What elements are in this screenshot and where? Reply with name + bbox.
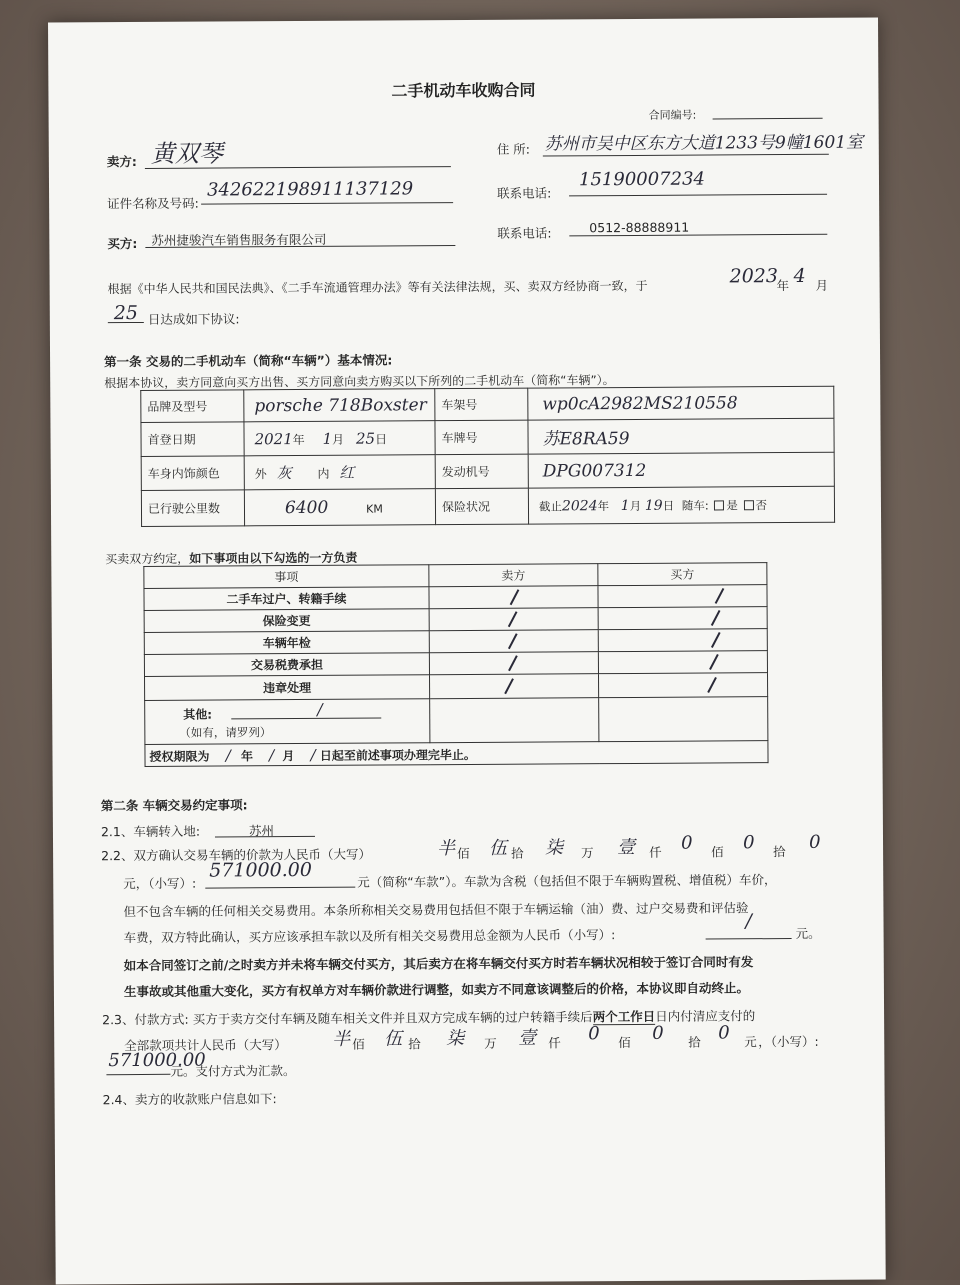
- upper-bai2-unit: 佰: [711, 844, 724, 860]
- preamble-month-unit: 月: [815, 277, 829, 293]
- ext-label: 外: [254, 467, 267, 482]
- resp-row-transfer: 二手车过户、转籍手续: [144, 587, 429, 611]
- contract-paper: [48, 17, 886, 1284]
- resp-row-inspection: 车辆年检: [144, 631, 429, 655]
- resp-intro-bold: 如下事项由以下勾选的一方负责: [189, 550, 358, 566]
- auth-row: [145, 741, 768, 767]
- seller-tick: [510, 589, 520, 605]
- vin-label: 车架号: [435, 388, 528, 421]
- s23-small-label: ，（小写）:: [758, 1033, 819, 1050]
- buyer-tick: [707, 677, 717, 693]
- buyer-tick-cell[interactable]: [598, 629, 767, 652]
- s23-line2: 全部款项共计人民币（大写）: [124, 1037, 287, 1054]
- ins-y-unit: 年: [597, 498, 610, 513]
- s23-wan-unit: 万: [484, 1035, 497, 1051]
- auth-month-value: /: [269, 745, 275, 764]
- bold-clause-1: 如本合同签订之前/之时卖方并未将车辆交付买方，其后卖方在将车辆交付买方时若车辆状况相较于签订合同时有发: [123, 954, 754, 974]
- id-label: 证件名称及号码:: [107, 195, 199, 212]
- other-seller-cell[interactable]: [430, 698, 599, 743]
- s24: 2.4、卖方的收款账户信息如下:: [102, 1091, 277, 1108]
- s22-line3: 但不包含车辆的任何相关交易费用。本条所称相关交易费用包括但不限于车辆运输（油）费、过户交易费和评估验: [123, 900, 749, 920]
- seller-id: 342622198911137129: [206, 178, 414, 201]
- upper-wan-unit: 万: [581, 845, 594, 861]
- upper-wan-value: 柒: [544, 837, 564, 859]
- resp-row-insurance: 保险变更: [144, 609, 429, 633]
- seller-name: 黄双琴: [150, 139, 223, 168]
- seller-address: 苏州市吴中区东方大道1233号9幢1601室: [544, 132, 864, 155]
- s23-shi-unit: 拾: [408, 1036, 421, 1052]
- vin-value: wp0cA2982MS210558: [542, 392, 738, 415]
- col-buyer: 买方: [598, 563, 767, 586]
- seller-phone-label: 联系电话:: [497, 185, 552, 201]
- color-cell: [244, 455, 435, 490]
- s23-tail: 元。支付方式为汇款。: [170, 1063, 296, 1079]
- auth-day-value: /: [310, 745, 316, 764]
- reg-month: 1: [322, 429, 333, 448]
- article2-heading: 第二条 车辆交易约定事项:: [100, 797, 248, 814]
- seller-tick: [504, 678, 514, 694]
- no-checkbox[interactable]: [743, 500, 753, 510]
- upper-yuan-value: 0: [808, 831, 821, 853]
- buyer-tick: [711, 610, 721, 626]
- yes-checkbox[interactable]: [714, 500, 724, 510]
- ins-m-unit: 月: [629, 498, 642, 513]
- preamble-tail: 日达成如下协议:: [147, 311, 240, 327]
- engine-label: 发动机号: [435, 454, 528, 489]
- s23-a: 2.3、付款方式: 买方于卖方交付车辆及随车相关文件并且双方完成车辆的过户转籍手续后: [102, 1009, 593, 1028]
- s23-shi2-unit: 拾: [688, 1034, 701, 1050]
- article1-heading: 第一条 交易的二手机动车（简称“车辆”）基本情况:: [104, 352, 393, 370]
- auth-label: 授权期限为: [149, 749, 210, 764]
- seller-tick: [508, 633, 518, 649]
- vehicle-info-table: [140, 386, 835, 527]
- upper-bai-unit: 佰: [457, 845, 470, 862]
- other-hint: （如有，请罗列）: [179, 725, 272, 740]
- id-line: [201, 202, 453, 205]
- brand-label: 品牌及型号: [141, 390, 244, 423]
- s23-yuan-value: 0: [718, 1022, 730, 1044]
- s23-bai-unit: 佰: [352, 1036, 365, 1052]
- contract-no-label: 合同编号:: [648, 108, 697, 122]
- upper-shi2-unit: 拾: [773, 844, 786, 860]
- s22-line4: 车费，双方特此确认，买方应该承担车款以及所有相关交易费用总金额为人民币（小写）:: [123, 927, 616, 946]
- buyer-phone-line: [569, 234, 827, 237]
- resp-intro-text: 买卖双方约定，: [105, 551, 190, 567]
- s22-amount-line: [205, 887, 355, 889]
- seller-phone: 15190007234: [578, 168, 706, 191]
- s23-yuan-unit: 元: [744, 1034, 757, 1050]
- preamble-day: 25: [113, 301, 139, 325]
- upper-bai-value: 半: [436, 838, 456, 860]
- seller-label: 卖方:: [106, 153, 137, 170]
- other-value: /: [317, 699, 323, 719]
- km-unit: KM: [366, 501, 383, 516]
- s23-qian-unit: 仟: [548, 1035, 561, 1051]
- seller-tick-cell[interactable]: [429, 608, 598, 631]
- seller-tick: [508, 611, 518, 627]
- buyer-phone: 0512-88888911: [589, 219, 690, 236]
- ins-month: 1: [620, 497, 630, 514]
- plate-cell: [528, 418, 834, 454]
- auth-m-unit: 月: [282, 748, 295, 763]
- buyer-phone-label: 联系电话:: [497, 225, 552, 241]
- s23-shi2-value: 0: [652, 1022, 664, 1044]
- reg-d-unit: 日: [375, 431, 388, 447]
- col-item: 事项: [144, 565, 429, 589]
- mileage-label: 已行驶公里数: [141, 490, 244, 527]
- resp-row-taxes: 交易税费承担: [144, 653, 429, 677]
- buyer-tick-cell[interactable]: [598, 651, 767, 674]
- ext-value: 灰: [276, 464, 292, 483]
- color-label: 车身内饰颜色: [141, 456, 244, 491]
- buyer-tick-cell[interactable]: [598, 673, 767, 698]
- s23-b: 两个工作日: [592, 1008, 656, 1025]
- reg-date-label: 首登日期: [141, 422, 244, 457]
- s22-fee: /: [745, 910, 752, 933]
- engine-value: DPG007312: [542, 460, 647, 482]
- s23-qian-value: 壹: [518, 1027, 537, 1049]
- s22-line2-b: 元（简称“车款”）。车款为含税（包括但不限于车辆购置税、增值税）车价，: [357, 872, 777, 890]
- plate-label: 车牌号: [435, 420, 528, 455]
- buyer-tick-cell[interactable]: [598, 585, 767, 608]
- s21-label: 2.1、车辆转入地:: [100, 823, 201, 840]
- auth-year-value: /: [225, 745, 231, 764]
- yes-label: 是: [726, 497, 738, 512]
- ins-d-unit: 日: [662, 498, 675, 513]
- s21-value: 苏州: [248, 823, 275, 839]
- auth-y-unit: 年: [240, 748, 254, 763]
- s22-line2-a: 元，（小写）:: [123, 875, 197, 892]
- s23-shi-value: 伍: [384, 1028, 403, 1050]
- ins-day: 19: [644, 497, 663, 514]
- upper-qian-value: 壹: [616, 836, 636, 859]
- responsibility-table: [143, 562, 768, 767]
- vin-cell: [528, 386, 834, 420]
- contract-no-line: [713, 118, 823, 120]
- ins-prefix: 截止: [538, 498, 563, 514]
- plate-value: 苏E8RA59: [542, 428, 630, 450]
- s23-amount-line: [106, 1074, 170, 1075]
- mileage-cell: [244, 489, 435, 526]
- reg-m-unit: 月: [332, 432, 345, 447]
- s22-amount: 571000.00: [209, 858, 313, 882]
- seller-tick-cell[interactable]: [429, 674, 598, 699]
- insurance-cell: [528, 486, 834, 524]
- reg-y-unit: 年: [292, 432, 305, 447]
- preamble-text: 根据《中华人民共和国民法典》、《二手车流通管理办法》等有关法律法规，买、卖双方经协商一致，于: [107, 278, 648, 297]
- insurance-label: 保险状况: [435, 488, 528, 525]
- seller-tick-cell[interactable]: [429, 630, 598, 653]
- buyer-tick: [715, 588, 725, 604]
- s23-c: 日内付清应支付的: [655, 1008, 756, 1024]
- engine-cell: [528, 452, 834, 488]
- buyer-tick-cell[interactable]: [598, 607, 767, 630]
- preamble-month: 4: [793, 264, 806, 287]
- int-value: 红: [339, 463, 355, 482]
- upper-qian-unit: 仟: [649, 844, 662, 860]
- s22-label: 2.2、双方确认交易车辆的价款为人民币（大写）: [101, 846, 372, 864]
- reg-year: 2021: [254, 429, 293, 448]
- other-buyer-cell[interactable]: [599, 697, 768, 742]
- mileage-value: 6400: [284, 497, 329, 518]
- s22-yuan: 元。: [795, 925, 821, 941]
- seller-phone-line: [569, 194, 827, 197]
- brand-cell: [244, 389, 435, 422]
- with-car-label: 随车:: [681, 498, 709, 513]
- buyer-tick: [709, 654, 719, 670]
- upper-shi2-value: 0: [742, 832, 755, 854]
- resp-row-violations: 违章处理: [145, 675, 430, 701]
- s23-amount: 571000.00: [108, 1049, 206, 1072]
- no-label: 否: [755, 497, 768, 512]
- seller-tick-cell[interactable]: [429, 652, 598, 675]
- s23-bai2-unit: 佰: [618, 1034, 631, 1051]
- upper-shi-unit: 拾: [511, 845, 524, 861]
- s23-bai-value: 半: [332, 1028, 351, 1050]
- preamble-year-unit: 年: [776, 278, 790, 294]
- auth-tail: 日起至前述事项办理完毕止。: [319, 747, 476, 763]
- seller-tick: [508, 655, 518, 671]
- brand-value: porsche 718Boxster: [254, 394, 427, 416]
- upper-bai2-value: 0: [680, 832, 693, 854]
- buyer-name: 苏州捷骏汽车销售服务有限公司: [151, 231, 327, 248]
- preamble-year: 2023: [729, 265, 778, 288]
- s22-fee-line: [706, 938, 792, 940]
- bold-clause-2: 生事故或其他重大变化，买方有权单方对车辆价款进行调整，如卖方不同意该调整后的价格，本协议即自动终止。: [123, 980, 749, 1000]
- reg-date-cell: [244, 421, 435, 456]
- buyer-tick: [711, 632, 721, 648]
- article1-intro: 根据本协议，卖方同意向买方出售、买方同意向卖方购买以下所列的二手机动车（简称“车辆”）。: [104, 373, 615, 391]
- seller-tick-cell[interactable]: [429, 586, 598, 609]
- other-line: [231, 718, 381, 720]
- s23-bai2-value: 0: [588, 1023, 600, 1045]
- preamble-day-line: [108, 322, 144, 323]
- resp-row-other: [145, 699, 430, 745]
- other-label: 其他:: [183, 707, 213, 722]
- page-title: 二手机动车收购合同: [391, 80, 536, 101]
- ins-year: 2024: [561, 497, 598, 514]
- buyer-label: 买方:: [107, 235, 138, 252]
- int-label: 内: [317, 466, 330, 481]
- s23-wan-value: 柒: [446, 1028, 465, 1050]
- col-seller: 卖方: [429, 564, 598, 587]
- address-label: 住 所:: [496, 141, 531, 157]
- reg-day: 25: [355, 429, 376, 448]
- upper-shi-value: 伍: [488, 837, 508, 859]
